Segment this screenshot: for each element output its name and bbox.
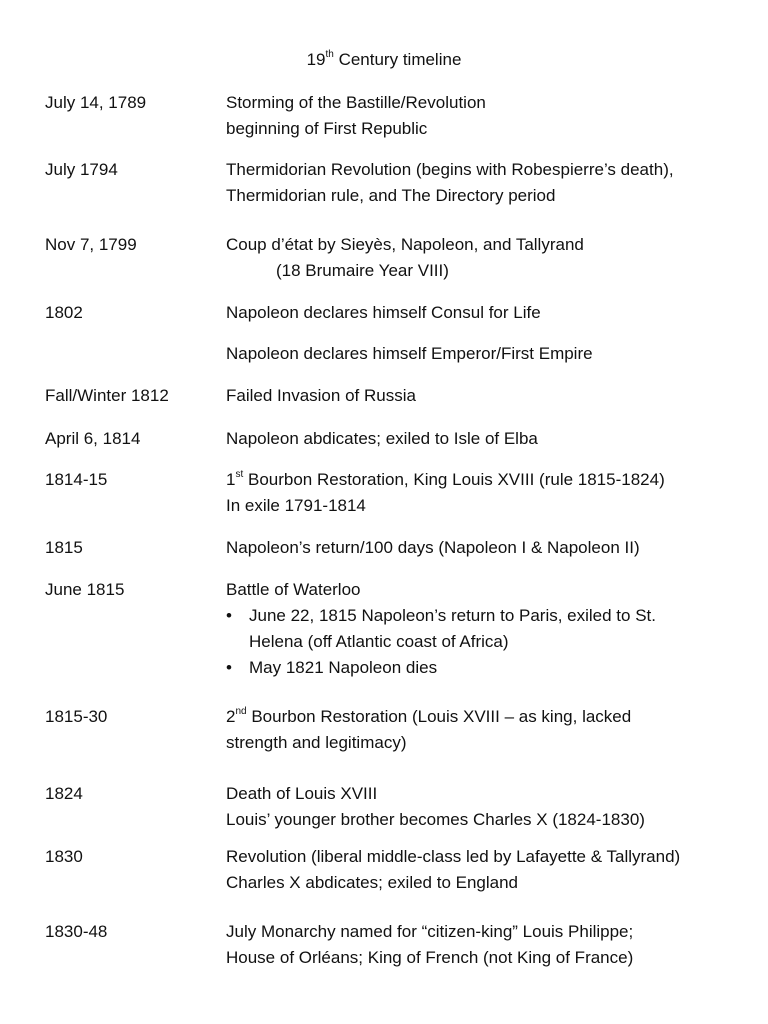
entry-line: Storming of the Bastille/Revolution (226, 93, 486, 112)
bullet-line: Helena (off Atlantic coast of Africa) (249, 632, 509, 651)
entry-line (226, 704, 756, 730)
bullet-line: June 22, 1815 Napoleon’s return to Paris, exiled to St. (249, 606, 656, 625)
entry-line (226, 467, 756, 493)
entry-line: (18 Brumaire Year VIII) (276, 261, 449, 280)
bullet-item (226, 655, 756, 681)
entry-line: Napoleon abdicates; exiled to Isle of Elba (226, 429, 538, 448)
entry-line: Death of Louis XVIII (226, 784, 378, 803)
ordinal-suffix: st (235, 469, 244, 481)
entry-line: House of Orléans; King of French (not King of France) (226, 948, 634, 967)
entry-date: Nov 7, 1799 (45, 235, 137, 254)
entry-description (226, 919, 756, 971)
bullet-line: May 1821 Napoleon dies (249, 658, 438, 677)
entry-line: In exile 1791-1814 (226, 496, 366, 515)
entry-date: 1830 (45, 847, 83, 866)
entry-line: Napoleon declares himself Consul for Life (226, 303, 541, 322)
entry-line: Charles X abdicates; exiled to England (226, 873, 519, 892)
entry-description (226, 704, 756, 756)
title-ordinal: th (325, 49, 334, 61)
entry-line: Thermidorian rule, and The Directory period (226, 186, 556, 205)
entry-description (226, 341, 756, 367)
entry-description (226, 157, 756, 209)
entry-date: 1802 (45, 303, 83, 322)
entry-description (226, 300, 756, 326)
ordinal-number: 1 (226, 470, 236, 489)
entry-description (226, 844, 756, 896)
entry-description (226, 781, 756, 833)
entry-description (226, 232, 756, 284)
entry-line-text: Bourbon Restoration (Louis XVIII – as king, lacked (251, 707, 632, 726)
bullet-icon: • (226, 658, 232, 677)
entry-line: Revolution (liberal middle-class led by Lafayette & Tallyrand) (226, 847, 681, 866)
entry-line: July Monarchy named for “citizen-king” Louis Philippe; (226, 922, 634, 941)
page-title (0, 47, 768, 73)
entry-description (226, 90, 756, 142)
entry-date: 1814-15 (45, 470, 108, 489)
entry-line: beginning of First Republic (226, 119, 428, 138)
ordinal-suffix: nd (235, 706, 247, 718)
entry-date: 1824 (45, 784, 83, 803)
entry-line-text: Bourbon Restoration, King Louis XVIII (rule 1815-1824) (247, 470, 665, 489)
bullet-icon: • (226, 606, 232, 625)
bullet-item (226, 603, 756, 655)
entry-date: Fall/Winter 1812 (45, 386, 169, 405)
entry-line: Thermidorian Revolution (begins with Robespierre’s death), (226, 160, 674, 179)
entry-date: July 14, 1789 (45, 93, 147, 112)
entry-description (226, 467, 756, 519)
entry-line: Louis’ younger brother becomes Charles X (1824-1830) (226, 810, 645, 829)
entry-date: 1815 (45, 538, 83, 557)
entry-date: July 1794 (45, 160, 118, 179)
entry-description (226, 577, 756, 681)
entry-line: Napoleon declares himself Emperor/First Empire (226, 344, 593, 363)
entry-line: Battle of Waterloo (226, 580, 361, 599)
entry-description (226, 383, 756, 409)
ordinal-number: 2 (226, 707, 236, 726)
entry-date: 1830-48 (45, 922, 108, 941)
entry-date: April 6, 1814 (45, 429, 141, 448)
entry-line: Coup d’état by Sieyès, Napoleon, and Tallyrand (226, 235, 584, 254)
entry-description (226, 535, 756, 561)
entry-line: strength and legitimacy) (226, 733, 407, 752)
entry-line: Failed Invasion of Russia (226, 386, 416, 405)
entry-line: Napoleon’s return/100 days (Napoleon I & Napoleon II) (226, 538, 640, 557)
entry-date: June 1815 (45, 580, 125, 599)
entry-description (226, 426, 756, 452)
entry-date: 1815-30 (45, 707, 108, 726)
title-text: Century timeline (333, 50, 462, 69)
title-number: 19 (306, 50, 326, 69)
